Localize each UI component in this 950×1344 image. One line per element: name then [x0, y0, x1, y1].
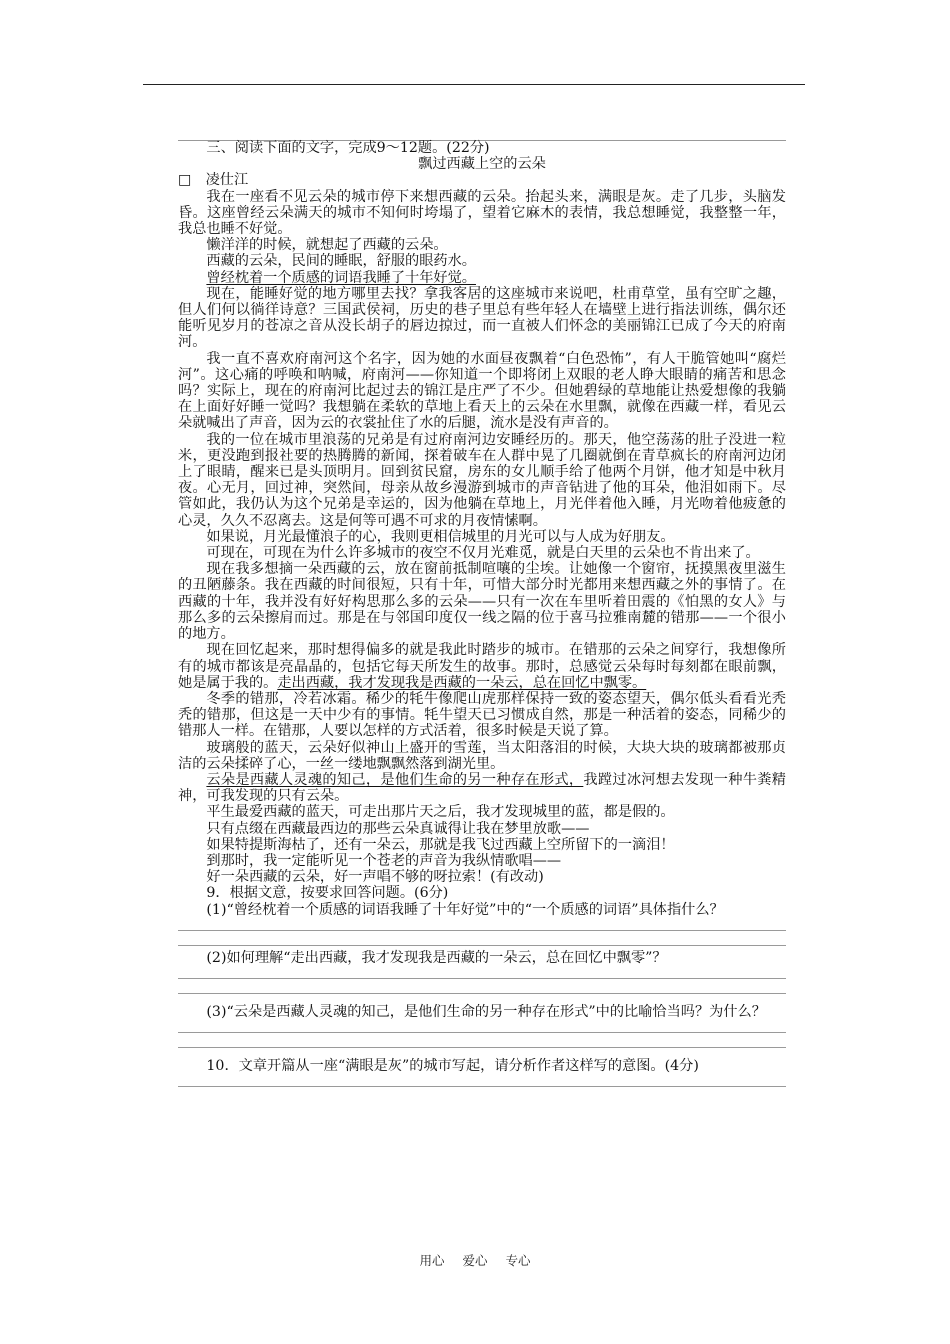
paragraph-16: 只有点缀在西藏最西边的那些云朵真诚得让我在梦里放歌—— — [206, 820, 590, 837]
paragraph-9: 可现在，可现在为什么许多城市的夜空不仅月光难觅，就是白天里的云朵也不肯出来了。 — [206, 545, 760, 562]
article-author: □ 凌仕江 — [178, 172, 249, 189]
document-body — [178, 140, 786, 1087]
underlined-sentence: 云朵是西藏人灵魂的知己，是他们生命的另一种存在形式， — [206, 771, 584, 788]
paragraph-12: 冬季的错那，冷若冰霜。稀少的牦牛像爬山虎那样保持一致的姿态望天，偶尔低头看看光秃秃的错那，但这是一天中少有的事情。牦牛望天已习惯成自然，那是一种活着的姿态，同稀少的错那人一样。在错那，人要以怎样的方式活着，很多时候是天说了算。 — [178, 690, 786, 740]
paragraph-4 — [178, 270, 786, 286]
paragraph-10: 现在我多想摘一朵西藏的云，放在窗前抵制喧嚷的尘埃。让她像一个窗帘，抚摸黑夜里滋生的丑陋藤条。我在西藏的时间很短，只有十年，可惜大部分时光都用来想西藏之外的事情了。在西藏的十年，我并没有好好构思那么多的云朵——只有一次在车里听着田震的《怕黑的女人》与那么多的云朵擦肩而过。那是在与邻国印度仅一线之隔的位于喜马拉雅南麓的错那——一个很小的地方。 — [178, 561, 786, 643]
page-footer: 用心 爱心 专心 — [419, 1253, 531, 1268]
section-heading: 三、阅读下面的文字，完成9～12题。(22分) — [206, 140, 490, 156]
underlined-sentence: 走出西藏，我才发现我是西藏的一朵云，总在回忆中飘零。 — [277, 674, 647, 691]
paragraph-6: 我一直不喜欢府南河这个名字，因为她的水面昼夜飘着“白色恐怖”，有人干脆管她叫“腐烂河”。这心痛的呼唤和呐喊，府南河——你知道一个即将闭上双眼的老人睁大眼睛的痛苦和思念吗？实际上，现在的府南河比起过去的锦江是庄严了不少。但她碧绿的草地能让热爱想像的我躺在上面好好睡一觉吗？我想躺在柔软的草地上看天上的云朵在水里飘，就像在西藏一样，看见云朵就喊出了声音，因为云的衣裳扯住了水的后腿，流水是没有声音的。 — [178, 350, 786, 432]
paragraph-17: 如果特提斯海枯了，还有一朵云，那就是我飞过西藏上空所留下的一滴泪！ — [206, 836, 675, 853]
paragraph-5: 现在，能睡好觉的地方哪里去找？拿我客居的这座城市来说吧，杜甫草堂，虽有空旷之趣，但人们何以徜徉诗意？三国武侯祠，历史的巷子里总有些年轻人在墙壁上进行指法训练，偶尔还能听见岁月的苍凉之音从没长胡子的唇边掠过，而一直被人们怀念的美丽锦江已成了今天的府南河。 — [178, 285, 786, 351]
question-9: 9．根据文意，按要求回答问题。(6分) — [206, 885, 449, 902]
article-title: 飘过西藏上空的云朵 — [418, 156, 546, 173]
paragraph-18: 到那时，我一定能听见一个苍老的声音为我纵情歌唱—— — [206, 852, 562, 869]
answer-line[interactable] — [178, 1086, 786, 1087]
paragraph-7: 我的一位在城市里浪荡的兄弟是有过府南河边安睡经历的。那天，他空荡荡的肚子没进一粒米，更没跑到报社要的热腾腾的新闻，探着破车在人群中晃了几圈就倒在青草疯长的府南河边闭上了眼睛，醒来已是头顶明月。回到贫民窟，房东的女儿顺手给了他两个月饼，他才知是中秋月夜。心无月，回过神，突然间，母亲从故乡漫游到城市的声音钻进了他的耳朵，他泪如雨下。尽管如此，我仍认为这个兄弟是幸运的，因为他躺在草地上，月光伴着他入睡，月光吻着他疲惫的心灵，久久不忍离去。这是何等可遇不可求的月夜情愫啊。 — [178, 431, 786, 529]
question-10: 10．文章开篇从一座“满眼是灰”的城市写起，请分析作者这样写的意图。(4分) — [206, 1058, 699, 1075]
paragraph-11-text: 现在回忆起来，那时想得偏多的就是我此时踏步的城市。在错那的云朵之间穿行，我想像所有的城市都该是亮晶晶的，包括它每天所发生的故事。那时，总感觉云朵每时每刻都在眼前飘，她是属于我的。 — [178, 642, 786, 691]
underlined-sentence: 曾经枕着一个质感的词语我睡了十年好觉。 — [206, 269, 476, 286]
question-9-1: (1)“曾经枕着一个质感的词语我睡了十年好觉”中的“一个质感的词语”具体指什么？ — [206, 901, 724, 918]
page-top-rule — [143, 84, 805, 85]
paragraph-8: 如果说，月光最懂浪子的心，我则更相信城里的月光可以与人成为好朋友。 — [206, 528, 675, 545]
paragraph-1: 我在一座看不见云朵的城市停下来想西藏的云朵。抬起头来，满眼是灰。走了几步，头脑发昏。这座曾经云朵满天的城市不知何时垮塌了，望着它麻木的表情，我总想睡觉，我整整一年，我总也睡不好觉。 — [178, 188, 786, 238]
question-9-3: (3)“云朵是西藏人灵魂的知己，是他们生命的另一种存在形式”中的比喻恰当吗？为什么？ — [206, 1003, 766, 1020]
paragraph-19: 好一朵西藏的云朵，好一声唱不够的呀拉索！(有改动) — [206, 869, 544, 886]
paragraph-15: 平生最爱西藏的蓝天，可走出那片天之后，我才发现城里的蓝，都是假的。 — [206, 804, 675, 821]
paragraph-2: 懒洋洋的时候，就想起了西藏的云朵。 — [206, 237, 448, 254]
question-9-2: (2)如何理解“走出西藏，我才发现我是西藏的一朵云，总在回忆中飘零”？ — [206, 949, 667, 966]
paragraph-11 — [178, 642, 786, 691]
paragraph-3: 西藏的云朵，民间的睡眠，舒服的眼药水。 — [206, 253, 476, 270]
paragraph-14 — [178, 772, 786, 804]
paragraph-14-text: 我蹚过冰河想去发现一种牛粪精神，可我发现的只有云朵。 — [178, 771, 786, 805]
paragraph-13: 玻璃般的蓝天，云朵好似神山上盛开的雪莲，当太阳落泪的时候，大块大块的玻璃都被那贞洁的云朵揉碎了心，一丝一缕地飘飘然落到湖光里。 — [178, 739, 786, 772]
